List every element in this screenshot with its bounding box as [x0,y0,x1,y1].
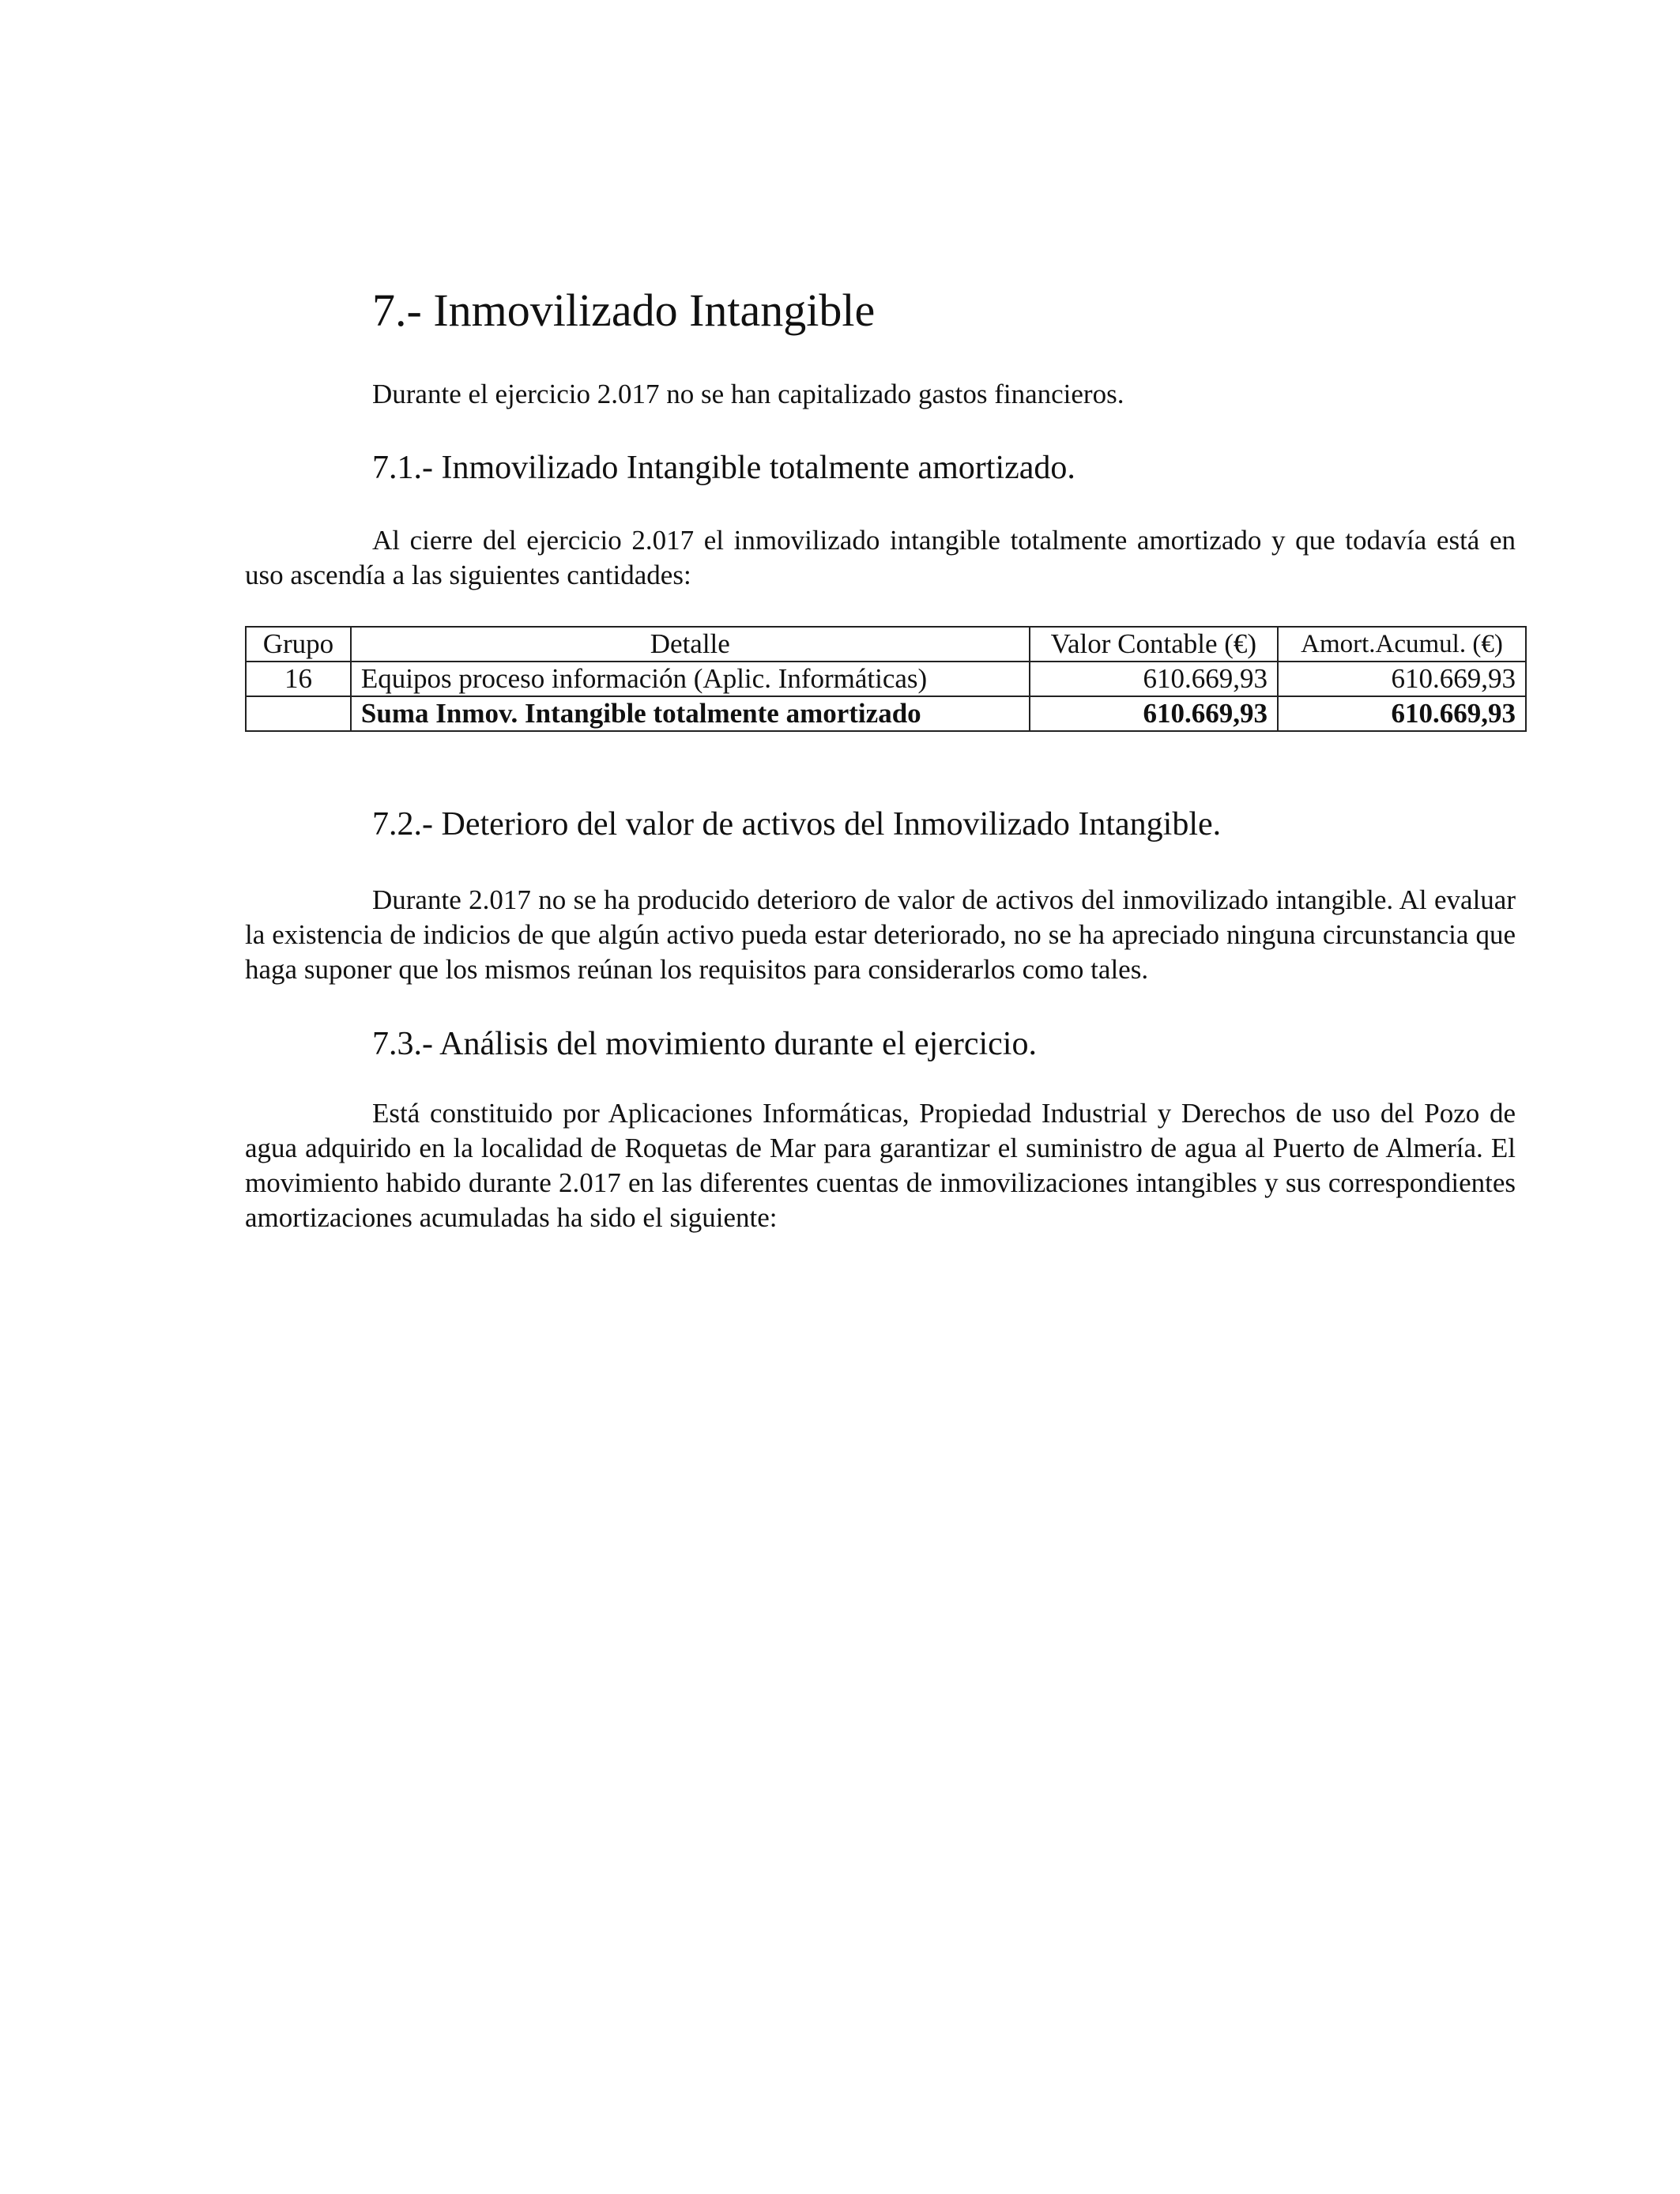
subsection-title-7-1: 7.1.- Inmovilizado Intangible totalmente amortizado. [372,450,1075,486]
header-valor-contable: Valor Contable (€) [1030,627,1278,662]
table-row [246,662,1526,696]
subsection-paragraph-7-2 [245,883,1516,987]
cell-amort-acumul: 610.669,93 [1278,662,1526,696]
total-cell-amort-acumul: 610.669,93 [1278,696,1526,731]
subsection-text-7-2: Durante 2.017 no se ha producido deterioro de valor de activos del inmovilizado intangible. Al evaluar la existencia de indicios de que algún activo pueda estar deteriorado, no se ha apreciado ninguna circunstancia que haga suponer que los mismos reúnan los requisitos para considerarlos como tales. [245,884,1516,985]
cell-valor-contable: 610.669,93 [1030,662,1278,696]
amortized-assets-table [245,626,1527,732]
table-total-row [246,696,1526,731]
header-detalle: Detalle [351,627,1030,662]
subsection-title-7-2: 7.2.- Deterioro del valor de activos del Inmovilizado Intangible. [372,806,1222,843]
total-cell-detalle: Suma Inmov. Intangible totalmente amortizado [351,696,1030,731]
header-amort-acumul: Amort.Acumul. (€) [1278,627,1526,662]
header-grupo: Grupo [246,627,351,662]
total-cell-valor-contable: 610.669,93 [1030,696,1278,731]
section-title: 7.- Inmovilizado Intangible [372,285,876,336]
subsection-text-7-1: Al cierre del ejercicio 2.017 el inmovilizado intangible totalmente amortizado y que todavía está en uso ascendía a las siguientes cantidades: [245,525,1516,590]
subsection-text-7-3: Está constituido por Aplicaciones Informáticas, Propiedad Industrial y Derechos de uso del Pozo de agua adquirido en la localidad de Roquetas de Mar para garantizar el suministro de agua al Puerto de Almería. El movimiento habido durante 2.017 en las diferentes cuentas de inmovilizaciones intangibles y sus correspondientes amortizaciones acumuladas ha sido el siguiente: [245,1098,1516,1233]
cell-detalle: Equipos proceso información (Aplic. Informáticas) [351,662,1030,696]
total-cell-grupo [246,696,351,731]
section-intro: Durante el ejercicio 2.017 no se han capitalizado gastos financieros. [372,379,1124,409]
table-header-row [246,627,1526,662]
subsection-paragraph-7-1 [245,523,1516,593]
cell-grupo: 16 [246,662,351,696]
subsection-title-7-3: 7.3.- Análisis del movimiento durante el ejercicio. [372,1026,1037,1062]
subsection-paragraph-7-3 [245,1096,1516,1235]
